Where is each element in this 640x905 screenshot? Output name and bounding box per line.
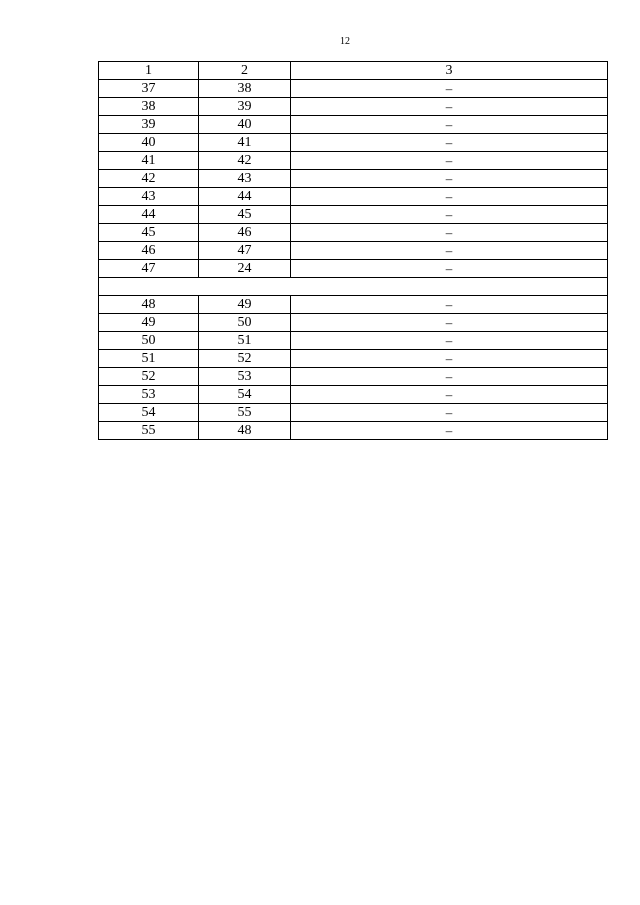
table-cell-col-3: – [291, 296, 608, 314]
table-cell-col-2: 53 [199, 368, 291, 386]
table-cell-col-2: 40 [199, 116, 291, 134]
table-cell-col-2: 43 [199, 170, 291, 188]
table-cell-col-3: – [291, 314, 608, 332]
table-row [99, 368, 608, 386]
table-row [99, 314, 608, 332]
table-cell-col-3: – [291, 206, 608, 224]
table-cell-col-2: 46 [199, 224, 291, 242]
table-separator [99, 278, 608, 296]
table-cell-col-2: 47 [199, 242, 291, 260]
table-cell-col-2: 44 [199, 188, 291, 206]
table-cell-col-1: 45 [99, 224, 199, 242]
table-cell-col-3: – [291, 332, 608, 350]
table-cell-col-1: 55 [99, 422, 199, 440]
table-row [99, 80, 608, 98]
table-group-1 [99, 80, 608, 278]
column-header-3: 3 [291, 62, 608, 80]
table-cell-col-2: 52 [199, 350, 291, 368]
table-cell-col-1: 53 [99, 386, 199, 404]
table-row [99, 422, 608, 440]
table-cell-col-1: 39 [99, 116, 199, 134]
table-row [99, 224, 608, 242]
table-cell-col-2: 42 [199, 152, 291, 170]
table-cell-col-1: 44 [99, 206, 199, 224]
data-table [98, 61, 608, 440]
table-cell-col-3: – [291, 170, 608, 188]
table-cell-col-3: – [291, 350, 608, 368]
table-row [99, 350, 608, 368]
table-cell-col-1: 38 [99, 98, 199, 116]
table-cell-col-3: – [291, 242, 608, 260]
table-row [99, 404, 608, 422]
table-row [99, 296, 608, 314]
table-row [99, 332, 608, 350]
table-row [99, 134, 608, 152]
table-row [99, 152, 608, 170]
table-row [99, 386, 608, 404]
table-cell-col-3: – [291, 134, 608, 152]
table-cell-col-1: 40 [99, 134, 199, 152]
table-cell-col-3: – [291, 386, 608, 404]
table-cell-col-3: – [291, 422, 608, 440]
table-cell-col-2: 49 [199, 296, 291, 314]
table-cell-col-2: 54 [199, 386, 291, 404]
table-cell-col-3: – [291, 188, 608, 206]
table-cell-col-1: 51 [99, 350, 199, 368]
table-group-2 [99, 296, 608, 440]
table-cell-col-1: 52 [99, 368, 199, 386]
table-cell-col-3: – [291, 260, 608, 278]
separator-row [99, 278, 608, 296]
table-cell-col-3: – [291, 152, 608, 170]
table-cell-col-1: 37 [99, 80, 199, 98]
table-cell-col-2: 41 [199, 134, 291, 152]
table-row [99, 98, 608, 116]
table-cell-col-2: 51 [199, 332, 291, 350]
table-header-row [99, 62, 608, 80]
table-row [99, 242, 608, 260]
table-cell-col-2: 38 [199, 80, 291, 98]
table-cell-col-2: 24 [199, 260, 291, 278]
table-cell-col-1: 43 [99, 188, 199, 206]
table-cell-col-3: – [291, 368, 608, 386]
table-cell-col-2: 39 [199, 98, 291, 116]
table-cell-col-2: 48 [199, 422, 291, 440]
separator-cell [99, 278, 608, 296]
table-cell-col-1: 50 [99, 332, 199, 350]
table-cell-col-3: – [291, 80, 608, 98]
table-cell-col-1: 42 [99, 170, 199, 188]
table-row [99, 188, 608, 206]
column-header-1: 1 [99, 62, 199, 80]
table-cell-col-1: 41 [99, 152, 199, 170]
table-row [99, 206, 608, 224]
table-cell-col-3: – [291, 116, 608, 134]
table-cell-col-1: 47 [99, 260, 199, 278]
table-cell-col-2: 50 [199, 314, 291, 332]
table-row [99, 170, 608, 188]
column-header-2: 2 [199, 62, 291, 80]
table-cell-col-3: – [291, 404, 608, 422]
table-cell-col-2: 45 [199, 206, 291, 224]
table-cell-col-1: 49 [99, 314, 199, 332]
table-cell-col-3: – [291, 224, 608, 242]
table-row [99, 116, 608, 134]
page-number: 12 [340, 36, 350, 47]
table-cell-col-1: 48 [99, 296, 199, 314]
table-cell-col-3: – [291, 98, 608, 116]
table-cell-col-1: 54 [99, 404, 199, 422]
table-cell-col-2: 55 [199, 404, 291, 422]
table-cell-col-1: 46 [99, 242, 199, 260]
table-row [99, 260, 608, 278]
